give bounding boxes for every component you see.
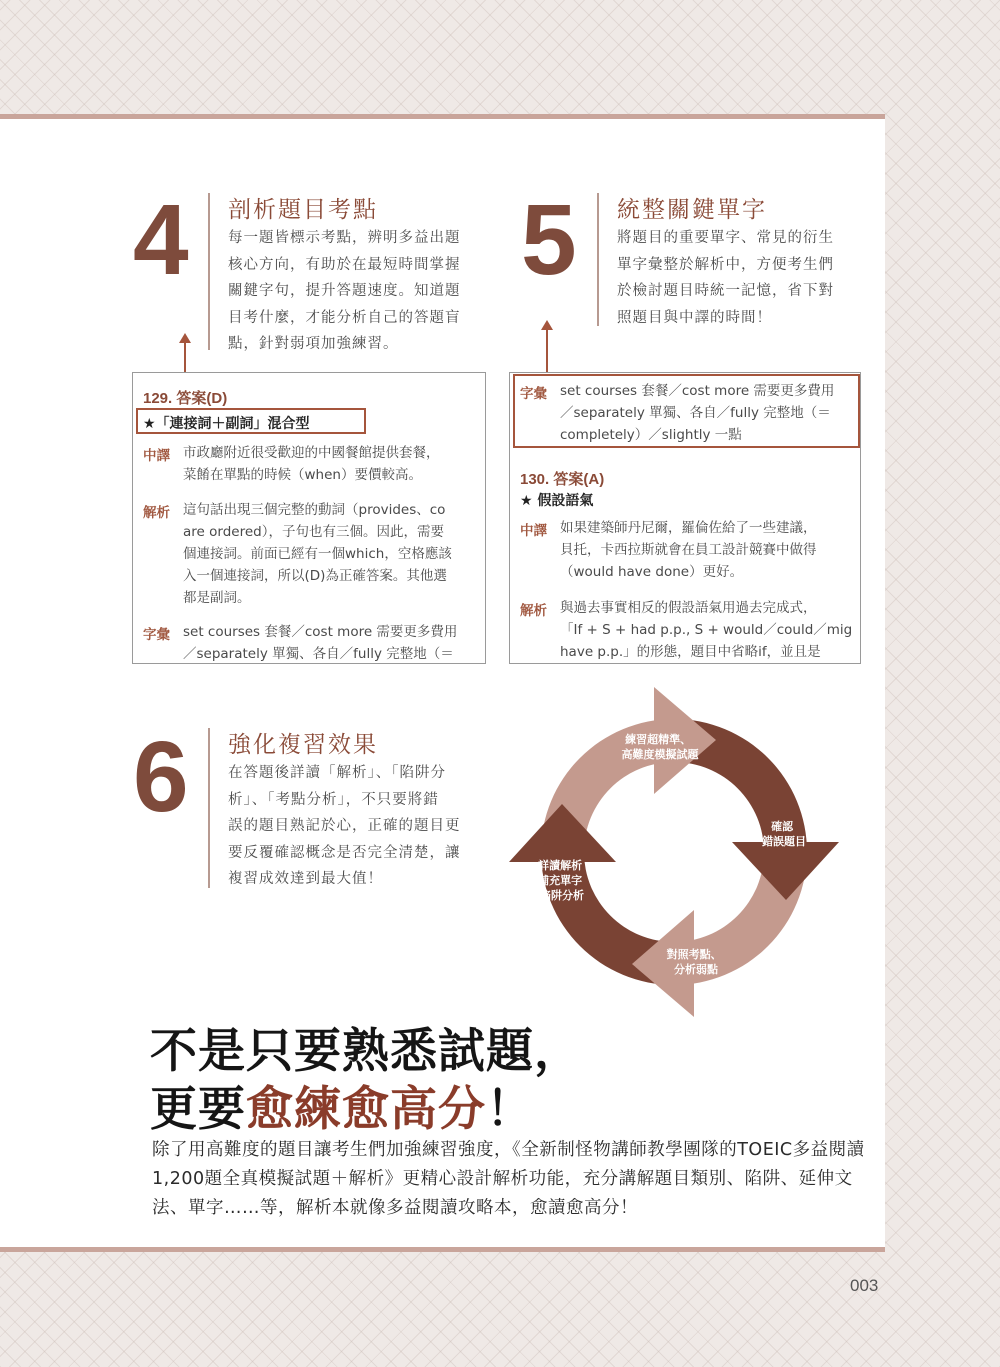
text-line: are ordered），子句也有三個。因此，需要 [183, 524, 444, 540]
cycle-arrow-2 [732, 842, 839, 900]
text-line: 「If + S + had p.p., S + would／could／mig [560, 622, 853, 638]
text-line: ／separately 單獨、各自／fully 完整地（＝ [183, 646, 454, 662]
page-number: 003 [850, 1276, 879, 1295]
vocab-text [183, 621, 457, 664]
text-line: set courses 套餐／cost more 需要更多費用 [560, 383, 835, 399]
arrow-5-line [546, 329, 548, 377]
section-6-line: 要反覆確認概念是否完全清楚，讓 [228, 844, 461, 861]
headline-prefix: 更要 [150, 1082, 246, 1137]
section-5-body [617, 225, 834, 331]
cycle-step-2-label: 確認 錯誤題目 [762, 820, 806, 848]
section-5-line: 於檢討題目時統一記憶，省下對 [617, 283, 834, 299]
text-line: 入一個連接詞，所以(D)為正確答案。其他選 [183, 568, 447, 584]
section-5-number: 5 [521, 184, 577, 296]
arrow-up-icon [541, 320, 553, 330]
section-6-line: 在答題後詳讀「解析」、「陷阱分 [228, 765, 446, 781]
section-4-line: 每一題皆標示考點，辨明多益出題 [228, 230, 461, 246]
section-4-body [228, 225, 461, 358]
text-line: set courses 套餐／cost more 需要更多費用 [183, 624, 458, 640]
text-line: 個連接詞。前面已經有一個which，空格應該 [183, 546, 452, 562]
section-4-number: 4 [133, 184, 189, 296]
translation-text [560, 517, 817, 583]
section-6-body [228, 760, 461, 893]
text-line: have p.p.」的形態，題目中省略if，並且是 [560, 644, 821, 660]
section-4-line: 目考什麼，才能分析自己的答題盲 [228, 309, 461, 326]
section-6-title: 強化複習效果 [228, 732, 378, 758]
analysis-label: 解析 [520, 603, 547, 619]
highlight-point-tag [136, 408, 366, 434]
section-4-line: 點，針對弱項加強練習。 [228, 336, 399, 352]
section-6-line: 析」、「考點分析」，不只要將錯 [228, 791, 439, 808]
text-line: 菜餚在單點的時候（when）要價較高。 [183, 467, 422, 483]
headline-emphasis: 愈練愈高分 [246, 1082, 486, 1137]
text-line: 市政廳附近很受歡迎的中國餐館提供套餐， [183, 445, 440, 461]
cycle-step-1-label: 練習超精準、 高難度模擬試題 [621, 733, 699, 761]
translation-label: 中譯 [520, 523, 547, 539]
review-cycle-diagram [500, 680, 850, 1025]
highlight-vocab [513, 374, 860, 448]
section-4-line: 關鍵字句，提升答題速度。知道題 [228, 283, 461, 299]
text-line: ／separately 單獨、各自／fully 完整地（＝ [560, 405, 831, 421]
arrow-up-icon [179, 333, 191, 343]
answer-heading: 129. 答案(D) [143, 390, 228, 407]
translation-label: 中譯 [143, 448, 170, 464]
intro-paragraph: 除了用高難度的題目讓考生們加強練習強度，《全新制怪物講師教學團隊的TOEIC多益閱讀1,200題全真模擬試題＋解析》更精心設計解析功能，充分講解題目類別、陷阱、延伸文法、單字……等，解析本就像多益閱讀攻略本，愈讀愈高分！ [152, 1140, 865, 1218]
point-tag: ★ 假設語氣 [520, 493, 594, 509]
cycle-step-4-label: 詳讀解析 補充單字 陷阱分析 [538, 859, 584, 902]
text-line: 貝托，卡西拉斯就會在員工設計競賽中做得 [560, 542, 817, 558]
section-4-line: 核心方向，有助於在最短時間掌握 [228, 256, 461, 273]
text-line: 如果建築師丹尼爾，羅倫佐給了一些建議， [560, 520, 817, 536]
section-6-line: 誤的題目熟記於心，正確的題目更 [228, 818, 461, 834]
section-5-line: 照題目與中譯的時間！ [617, 309, 772, 326]
text-line: 都是副詞。 [183, 590, 251, 606]
translation-text [183, 442, 440, 486]
section-6-divider [208, 728, 210, 888]
vocab-label: 字彙 [520, 386, 547, 402]
section-5-title: 統整關鍵單字 [617, 197, 767, 223]
section-4-divider [208, 193, 210, 350]
headline-line-1: 不是只要熟悉試題， [150, 1024, 582, 1079]
cycle-arrow-4 [509, 804, 616, 862]
text-line: 這句話出現三個完整的動詞（provides、co [183, 502, 446, 518]
cycle-step-3-label: 對照考點、 分析弱點 [666, 948, 722, 976]
vocab-label: 字彙 [143, 627, 170, 643]
analysis-label: 解析 [143, 505, 170, 521]
section-6-line: 複習成效達到最大值！ [228, 871, 383, 887]
section-6-number: 6 [133, 721, 189, 833]
analysis-text [183, 499, 452, 609]
answer-heading: 130. 答案(A) [520, 471, 605, 488]
analysis-text [560, 597, 852, 663]
section-5-line: 將題目的重要單字、常見的衍生 [617, 230, 834, 246]
section-5-divider [597, 193, 599, 326]
text-line: 與過去事實相反的假設語氣用過去完成式， [560, 600, 817, 616]
headline-line-2 [150, 1072, 534, 1139]
headline-suffix: ！ [486, 1082, 534, 1137]
text-line: completely）／slightly 一點 [560, 427, 742, 443]
section-4-title: 剖析題目考點 [228, 197, 378, 223]
section-5-line: 單字彙整於解析中，方便考生們 [617, 256, 834, 273]
point-tag: ★「連接詞＋副詞」混合型 [143, 416, 310, 432]
text-line: （would have done）更好。 [560, 564, 744, 580]
